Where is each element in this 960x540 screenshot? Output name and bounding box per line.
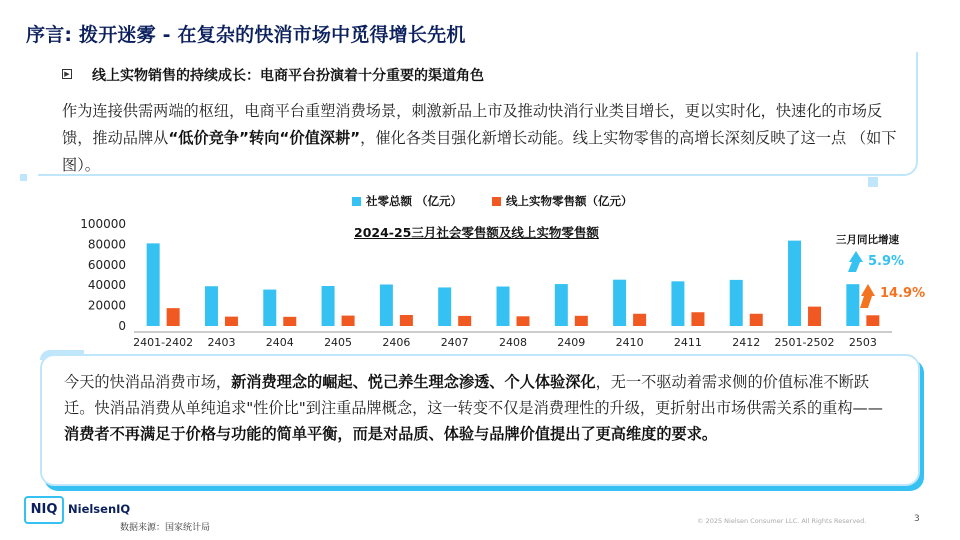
insight-text-3: ，无一不驱动着需求侧的价值标准不断跃迁。快消品消费从单纯追求"性价比"到注重品牌概念，这一转变不仅是消费理性的升级，更折射出市场供需关系的重构——: [64, 373, 883, 417]
bar-retail: [147, 243, 160, 326]
bar-online: [866, 315, 879, 326]
x-tick-label: 2412: [732, 336, 761, 349]
legend-label-online: 线上实物零售额（亿元）: [506, 194, 633, 208]
bar-online: [400, 315, 413, 326]
x-tick-label: 2410: [615, 336, 644, 349]
x-tick-label: 2408: [499, 336, 527, 349]
y-tick-label: 100000: [80, 217, 126, 231]
bar-online: [691, 312, 704, 326]
bar-retail: [497, 287, 510, 326]
bar-online: [633, 314, 646, 326]
y-tick-label: 40000: [87, 278, 126, 293]
bar-online: [575, 316, 588, 326]
bar-retail: [613, 280, 626, 326]
bar-online: [342, 316, 355, 326]
x-tick-label: 2411: [673, 336, 702, 349]
y-tick-label: 80000: [87, 237, 126, 252]
insight-text-2: 新消费理念的崛起、悦己养生理念渗透、个人体验深化: [231, 373, 596, 391]
niq-logo-mark: NIQ: [24, 496, 64, 524]
niq-logo-text: NielsenIQ: [68, 502, 131, 516]
bar-retail: [788, 241, 801, 326]
bar-online: [283, 317, 296, 326]
bar-retail: [438, 287, 451, 326]
bar-retail: [555, 284, 568, 326]
bar-online: [750, 314, 763, 326]
x-tick-label: 2401-2402: [133, 336, 194, 349]
retail-growth-arrow-icon: [848, 251, 863, 272]
intro-text-a: 作为连接供需两端的枢纽，电商平台重塑消费场景，刺激新品上市及推动快消行业类目增长，更以实时化，快速化的市场反馈，推动品牌从: [62, 102, 883, 147]
insight-text-1: 今天的快消品消费市场，: [64, 373, 232, 391]
x-tick-label: 2404: [265, 336, 294, 349]
online-growth-value: 14.9%: [880, 286, 926, 301]
bar-retail: [730, 280, 743, 326]
x-tick-label: 2501-2502: [774, 336, 835, 349]
bar-retail: [846, 284, 859, 326]
bar-retail: [205, 286, 218, 326]
x-tick-label: 2405: [324, 336, 353, 349]
intro-text-c: ，催化各类目强化新增长动能。线上实物零售的高增长深刻反映了这一点 （如下图）。: [62, 129, 897, 174]
bar-retail: [322, 286, 335, 326]
bar-online: [225, 317, 238, 326]
bar-online: [167, 308, 180, 326]
bar-retail: [263, 290, 276, 326]
bar-retail: [671, 281, 684, 326]
insight-text-4: 消费者不再满足于价格与功能的简单平衡，而是对品质、体验与品牌价值提出了更高维度的要求。: [64, 425, 718, 443]
online-growth-arrow-icon: [860, 284, 875, 308]
bar-retail: [380, 284, 393, 326]
bullet-arrow-icon: ▶: [62, 69, 72, 79]
legend-label-retail: 社零总额 （亿元）: [366, 194, 463, 208]
data-source: 数据来源：国家统计局: [120, 523, 211, 533]
chart-title: 2024-25三月社会零售额及线上实物零售额: [354, 225, 599, 240]
x-tick-label: 2406: [382, 336, 411, 349]
copyright: © 2025 Nielsen Consumer LLC. All Rights Reserved.: [697, 517, 867, 525]
x-tick-label: 2503: [848, 336, 877, 349]
page-number: 3: [914, 514, 920, 524]
insight-paragraph: [64, 369, 894, 447]
x-tick-label: 2409: [557, 336, 586, 349]
x-tick-label: 2403: [207, 336, 236, 349]
section-heading: 线上实物销售的持续成长：电商平台扮演着十分重要的渠道角色: [92, 68, 484, 84]
bar-online: [458, 316, 471, 326]
y-tick-label: 20000: [87, 298, 126, 313]
retail-growth-value: 5.9%: [868, 254, 905, 269]
page-title: 序言: 拨开迷雾 - 在复杂的快消市场中觅得增长先机: [26, 24, 466, 46]
x-tick-label: 2407: [440, 336, 469, 349]
intro-text-emphasis: “低价竞争”转向“价值深耕”: [168, 129, 361, 147]
bar-online: [808, 307, 821, 326]
bar-online: [517, 316, 530, 326]
y-tick-label: 60000: [87, 257, 126, 272]
growth-label: 三月同比增速: [836, 234, 899, 246]
y-tick-label: 0: [118, 319, 126, 333]
